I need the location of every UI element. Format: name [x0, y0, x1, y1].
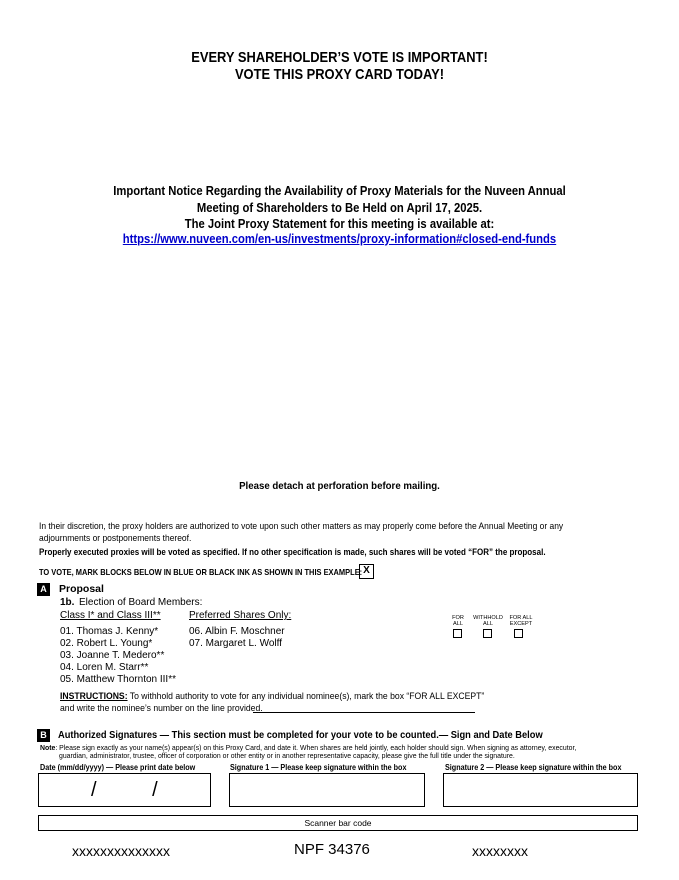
nominee-item: 01. Thomas J. Kenny*	[60, 626, 159, 637]
instructions-line2: and write the nominee’s number on the line provided.	[60, 702, 263, 713]
footer-form-number: NPF 34376	[294, 841, 370, 858]
proposal-title: Proposal	[59, 583, 104, 595]
for-all-heading: FOR ALL	[452, 615, 464, 627]
signature-1-box[interactable]	[229, 773, 425, 807]
instructions-label: INSTRUCTIONS:	[60, 690, 128, 701]
footer-left-code: xxxxxxxxxxxxxx	[72, 843, 170, 859]
date-label: Date (mm/dd/yyyy) — Please print date below	[40, 763, 196, 772]
note-label: Note	[40, 743, 56, 752]
headline-line1: EVERY SHAREHOLDER’S VOTE IS IMPORTANT!	[191, 49, 488, 66]
nominee-item: 05. Matthew Thornton III**	[60, 674, 176, 685]
discretion-line1: In their discretion, the proxy holders are authorized to vote upon such other matters as may properly come before the Annual Meeting or any	[39, 521, 564, 531]
signature-1-label: Signature 1 — Please keep signature within the box	[230, 763, 407, 772]
discretion-line2: adjournments or postponements thereof.	[39, 533, 192, 543]
withhold-instructions	[60, 690, 484, 702]
vote-instruction: TO VOTE, MARK BLOCKS BELOW IN BLUE OR BLACK INK AS SHOWN IN THIS EXAMPLE:	[39, 567, 363, 577]
proposal-item-number: 1b.	[60, 597, 75, 608]
note-line2: guardian, administrator, trustee, officer of corporation or other entity or in another representative capacity, please give the full title under the signature.	[59, 751, 515, 760]
scanner-barcode-box	[38, 815, 638, 831]
notice-line1: Important Notice Regarding the Availability of Proxy Materials for the Nuveen Annual	[113, 184, 566, 198]
withhold-all-checkbox[interactable]	[483, 629, 492, 638]
nominee-item: 04. Loren M. Starr**	[60, 662, 149, 673]
preferred-heading: Preferred Shares Only:	[189, 610, 292, 621]
example-mark-box: X	[359, 564, 374, 579]
nominee-item: 07. Margaret L. Wolff	[189, 638, 283, 649]
proxy-materials-link[interactable]: https://www.nuveen.com/en-us/investments/proxy-information#closed-end-funds	[122, 232, 557, 246]
notice-line3: The Joint Proxy Statement for this meeting is available at:	[184, 217, 495, 231]
signature-2-label: Signature 2 — Please keep signature within the box	[445, 763, 622, 772]
for-all-checkbox[interactable]	[453, 629, 462, 638]
detach-notice: Please detach at perforation before mailing.	[239, 480, 440, 492]
headline-line2: VOTE THIS PROXY CARD TODAY!	[234, 66, 445, 83]
section-a-label: A	[37, 583, 50, 596]
instructions-text: To withhold authority to vote for any individual nominee(s), mark the box “FOR ALL EXCEPT”	[127, 690, 485, 701]
proxy-link-row	[34, 231, 645, 247]
executed-proxies-note: Properly executed proxies will be voted as specified. If no other specification is made, such shares will be voted “FOR” the proposal.	[39, 547, 546, 557]
proposal-item-text: Election of Board Members:	[79, 597, 203, 608]
nominee-list-right	[189, 626, 285, 650]
nominee-item: 06. Albin F. Moschner	[189, 626, 285, 637]
nominee-item: 02. Robert L. Young*	[60, 638, 153, 649]
section-b-label: B	[37, 729, 50, 742]
date-slashes: / /	[91, 779, 158, 801]
withhold-all-heading: WITHHOLD ALL	[473, 615, 503, 627]
footer-right-code: xxxxxxxx	[472, 843, 528, 859]
class-heading: Class I* and Class III**	[60, 610, 161, 621]
scanner-barcode-label: Scanner bar code	[304, 818, 372, 828]
for-all-except-heading: FOR ALL EXCEPT	[509, 615, 533, 627]
nominee-item: 03. Joanne T. Medero**	[60, 650, 165, 661]
signatures-title: Authorized Signatures — This section must be completed for your vote to be counted.— Sign and Date Below	[58, 730, 543, 741]
nominee-number-line[interactable]	[253, 712, 475, 713]
date-field[interactable]	[38, 773, 211, 807]
notice-line2: Meeting of Shareholders to Be Held on April 17, 2025.	[196, 201, 483, 215]
nominee-list-left	[60, 626, 176, 686]
signature-2-box[interactable]	[443, 773, 638, 807]
note-line1: : Please sign exactly as your name(s) appear(s) on this Proxy Card, and date it. When shares are held jointly, each holder should sign. When signing as attorney, executor,	[55, 743, 577, 752]
for-all-except-checkbox[interactable]	[514, 629, 523, 638]
